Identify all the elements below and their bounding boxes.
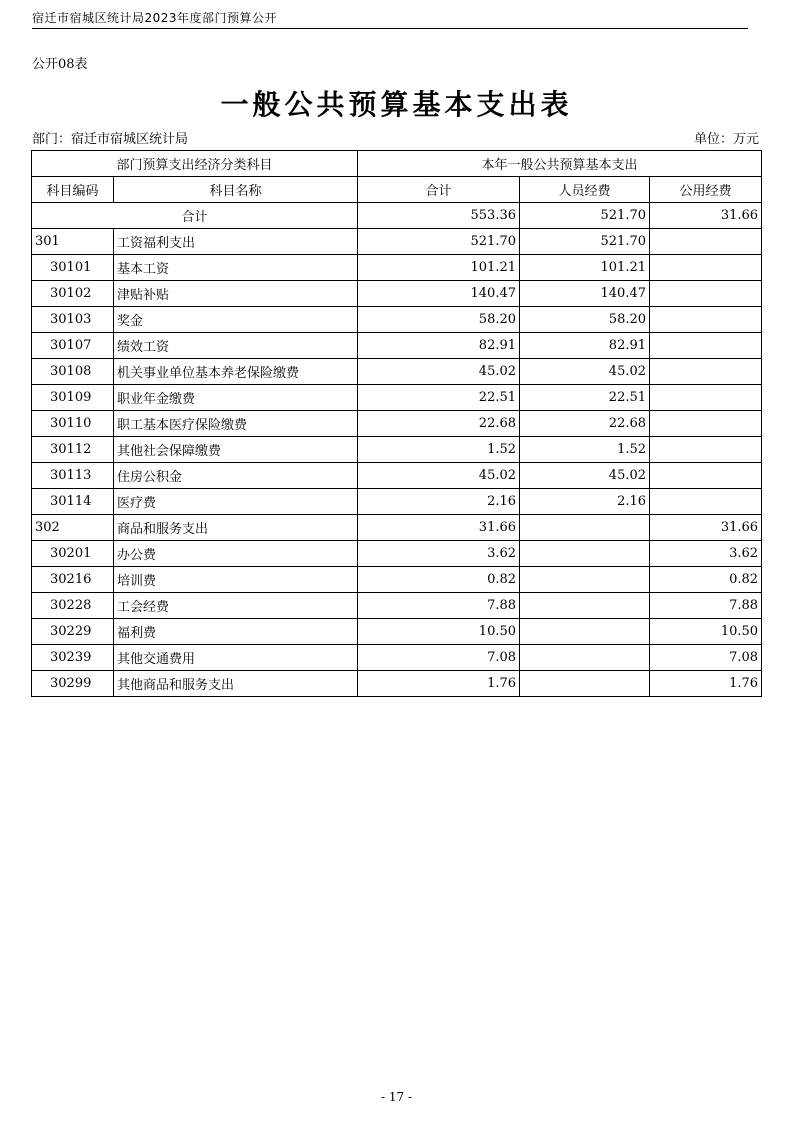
row-total: 1.52 [358,437,520,463]
row-name: 工资福利支出 [114,229,358,255]
row-name: 培训费 [114,567,358,593]
row-personnel: 22.51 [520,385,650,411]
table-header-group-row [32,151,762,177]
row-personnel: 101.21 [520,255,650,281]
row-total: 2.16 [358,489,520,515]
row-personnel: 82.91 [520,333,650,359]
table-row [32,255,762,281]
row-total: 140.47 [358,281,520,307]
table-row [32,593,762,619]
row-total: 521.70 [358,229,520,255]
row-name: 机关事业单位基本养老保险缴费 [114,359,358,385]
table-row [32,567,762,593]
row-public: 7.88 [650,593,762,619]
row-name: 办公费 [114,541,358,567]
row-code: 30109 [32,385,114,411]
row-public [650,333,762,359]
row-personnel [520,593,650,619]
row-public [650,229,762,255]
row-public [650,437,762,463]
row-total: 7.08 [358,645,520,671]
table-row [32,541,762,567]
table-row [32,489,762,515]
row-public [650,359,762,385]
row-public: 7.08 [650,645,762,671]
row-code: 30229 [32,619,114,645]
row-public [650,411,762,437]
table-row [32,463,762,489]
row-name: 工会经费 [114,593,358,619]
header-personnel: 人员经费 [520,177,650,203]
row-total: 10.50 [358,619,520,645]
total-label: 合计 [32,203,358,229]
department-label: 部门：宿迁市宿城区统计局 [32,132,189,147]
table-header-column-row [32,177,762,203]
row-code: 30102 [32,281,114,307]
row-name: 其他商品和服务支出 [114,671,358,697]
row-public: 1.76 [650,671,762,697]
row-code: 302 [32,515,114,541]
row-total: 101.21 [358,255,520,281]
row-total: 45.02 [358,463,520,489]
row-name: 福利费 [114,619,358,645]
row-public [650,463,762,489]
header-name: 科目名称 [114,177,358,203]
table-row [32,619,762,645]
row-code: 30110 [32,411,114,437]
table-row [32,229,762,255]
header-public: 公用经费 [650,177,762,203]
row-code: 30228 [32,593,114,619]
row-total: 1.76 [358,671,520,697]
document-header-title: 宿迁市宿城区统计局2023年度部门预算公开 [32,11,278,25]
table-row [32,671,762,697]
unit-label: 单位：万元 [693,132,759,147]
row-name: 基本工资 [114,255,358,281]
table-row [32,645,762,671]
row-total: 22.51 [358,385,520,411]
row-name: 商品和服务支出 [114,515,358,541]
header-code: 科目编码 [32,177,114,203]
row-name: 医疗费 [114,489,358,515]
row-public [650,255,762,281]
row-code: 30103 [32,307,114,333]
total-public: 31.66 [650,203,762,229]
row-personnel: 58.20 [520,307,650,333]
row-total: 82.91 [358,333,520,359]
page-title: 一般公共预算基本支出表 [220,88,573,121]
row-public [650,489,762,515]
total-total: 553.36 [358,203,520,229]
table-row [32,333,762,359]
row-code: 30108 [32,359,114,385]
table-row [32,385,762,411]
row-personnel [520,671,650,697]
row-personnel: 2.16 [520,489,650,515]
row-personnel: 45.02 [520,359,650,385]
row-total: 3.62 [358,541,520,567]
row-personnel: 521.70 [520,229,650,255]
row-total: 31.66 [358,515,520,541]
row-total: 45.02 [358,359,520,385]
table-row [32,437,762,463]
table-number: 公开08表 [32,57,88,72]
total-personnel: 521.70 [520,203,650,229]
row-personnel [520,567,650,593]
row-code: 30114 [32,489,114,515]
row-name: 其他社会保障缴费 [114,437,358,463]
row-code: 30107 [32,333,114,359]
row-total: 58.20 [358,307,520,333]
row-name: 职工基本医疗保险缴费 [114,411,358,437]
row-code: 30101 [32,255,114,281]
row-code: 30299 [32,671,114,697]
header-total: 合计 [358,177,520,203]
row-personnel: 140.47 [520,281,650,307]
row-code: 301 [32,229,114,255]
header-economic-classification: 部门预算支出经济分类科目 [32,151,358,177]
row-personnel [520,619,650,645]
row-personnel: 1.52 [520,437,650,463]
row-public [650,385,762,411]
table-row [32,281,762,307]
budget-table [31,150,762,697]
row-personnel [520,515,650,541]
row-public [650,281,762,307]
row-name: 绩效工资 [114,333,358,359]
row-personnel [520,541,650,567]
row-code: 30239 [32,645,114,671]
row-total: 0.82 [358,567,520,593]
row-public: 31.66 [650,515,762,541]
row-name: 津贴补贴 [114,281,358,307]
row-code: 30201 [32,541,114,567]
row-name: 住房公积金 [114,463,358,489]
row-public [650,307,762,333]
row-name: 职业年金缴费 [114,385,358,411]
table-row [32,307,762,333]
row-personnel: 45.02 [520,463,650,489]
page-number: - 17 - [380,1090,412,1104]
header-divider [32,28,748,29]
table-row [32,359,762,385]
row-total: 7.88 [358,593,520,619]
header-basic-expenditure: 本年一般公共预算基本支出 [358,151,762,177]
row-code: 30216 [32,567,114,593]
table-row [32,411,762,437]
row-public: 3.62 [650,541,762,567]
row-code: 30112 [32,437,114,463]
row-personnel [520,645,650,671]
row-public: 10.50 [650,619,762,645]
table-row [32,515,762,541]
row-code: 30113 [32,463,114,489]
row-name: 奖金 [114,307,358,333]
row-total: 22.68 [358,411,520,437]
total-row [32,203,762,229]
row-public: 0.82 [650,567,762,593]
row-name: 其他交通费用 [114,645,358,671]
row-personnel: 22.68 [520,411,650,437]
